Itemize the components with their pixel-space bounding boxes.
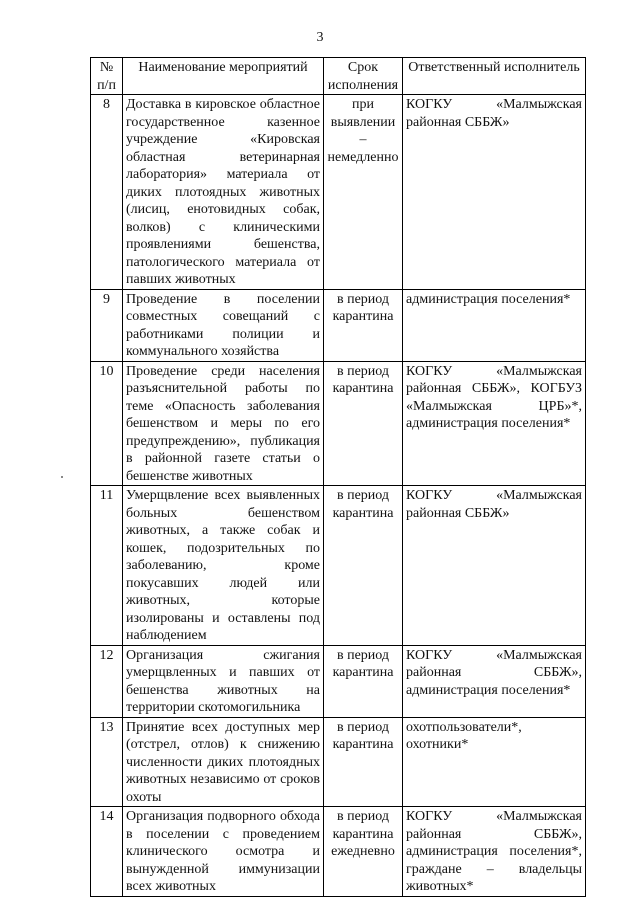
measure-name: Организация сжигания умерщвленных и павших от бешенства животных на территории скотомогильника: [123, 645, 324, 717]
table-row: [91, 717, 586, 807]
row-number: 14: [91, 807, 123, 897]
measure-name: Доставка в кировское областное государственное казенное учреждение «Кировская областная ветеринарная лаборатория» материала от диких плотоядных животных (лисиц, енотовидных собак, волков) с клиническими проявлениями бешенства, патологического материала от павших животных: [123, 95, 324, 290]
measure-executor: КОГКУ «Малмыжская районная СББЖ»: [403, 486, 586, 646]
measure-executor: КОГКУ «Малмыжская районная СББЖ»: [403, 95, 586, 290]
table-row: [91, 807, 586, 897]
header-name: Наименование мероприятий: [123, 58, 324, 95]
row-number: 11: [91, 486, 123, 646]
header-row: [91, 58, 586, 95]
row-number: 12: [91, 645, 123, 717]
measure-term: в период карантина: [324, 486, 403, 646]
measure-executor: охотпользователи*, охотники*: [403, 717, 586, 807]
table-row: [91, 95, 586, 290]
measure-term: в период карантина: [324, 289, 403, 361]
header-term: Срок исполнения: [324, 58, 403, 95]
measure-name: Умерщвление всех выявленных больных бешенством животных, а также собак и кошек, подозрительных по заболеванию, кроме покусавших людей или животных, которые изолированы и оставлены под наблюдением: [123, 486, 324, 646]
header-num: № п/п: [91, 58, 123, 95]
measures-table: [90, 57, 586, 897]
table-row: [91, 645, 586, 717]
measure-executor: администрация поселения*: [403, 289, 586, 361]
measure-name: Организация подворного обхода в поселении с проведением клинического осмотра и вынужденной иммунизации всех животных: [123, 807, 324, 897]
measure-term: при выявлении – немедленно: [324, 95, 403, 290]
row-number: 9: [91, 289, 123, 361]
measure-executor: КОГКУ «Малмыжская районная СББЖ», КОГБУЗ «Малмыжская ЦРБ»*, администрация поселения*: [403, 361, 586, 486]
measure-term: в период карантина: [324, 717, 403, 807]
measure-executor: КОГКУ «Малмыжская районная СББЖ», администрация поселения*: [403, 645, 586, 717]
row-number: 8: [91, 95, 123, 290]
table-row: [91, 289, 586, 361]
table-row: [91, 486, 586, 646]
table-row: [91, 361, 586, 486]
row-number: 10: [91, 361, 123, 486]
measure-name: Проведение среди населения разъяснительной работы по теме «Опасность заболевания бешенством и меры по его предупреждению», публикация в районной газете статьи о бешенстве животных: [123, 361, 324, 486]
table-body: [91, 95, 586, 897]
scan-speck: [61, 476, 63, 478]
measure-name: Проведение в поселении совместных совещаний с работниками полиции и коммунального хозяйства: [123, 289, 324, 361]
measure-term: в период карантина: [324, 645, 403, 717]
measure-executor: КОГКУ «Малмыжская районная СББЖ», администрация поселения*, граждане – владельцы животных*: [403, 807, 586, 897]
header-executor: Ответственный исполнитель: [403, 58, 586, 95]
measure-term: в период карантина ежедневно: [324, 807, 403, 897]
page-number: 3: [316, 30, 324, 45]
measure-name: Принятие всех доступных мер (отстрел, отлов) к снижению численности диких плотоядных животных независимо от сроков охоты: [123, 717, 324, 807]
row-number: 13: [91, 717, 123, 807]
table-header: [91, 58, 586, 95]
measure-term: в период карантина: [324, 361, 403, 486]
